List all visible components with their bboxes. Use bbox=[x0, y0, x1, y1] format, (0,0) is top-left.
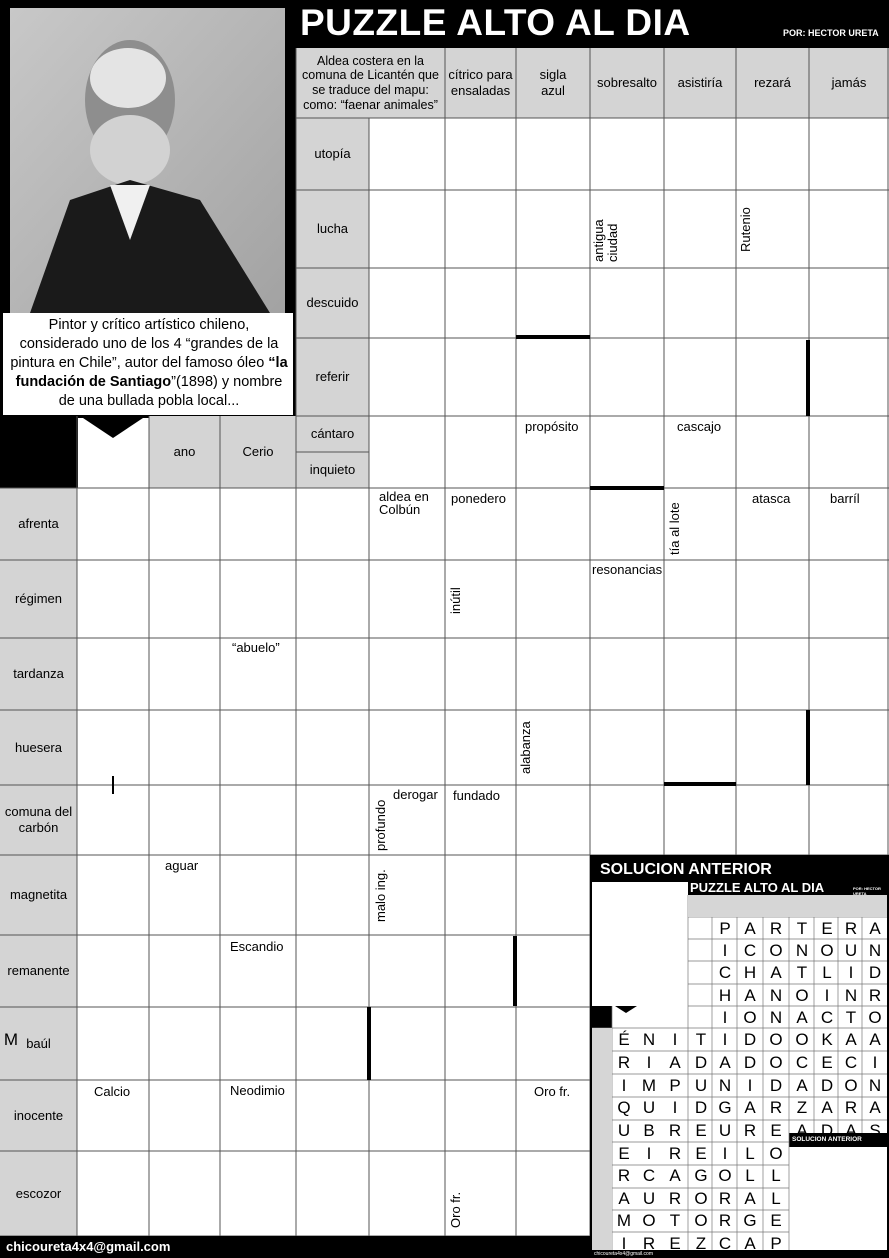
clue-row-magnetita: magnetita bbox=[9, 887, 68, 903]
solution-letter: D bbox=[694, 1098, 708, 1118]
solution-letter: G bbox=[694, 1166, 708, 1186]
clue-row-inocente: inocente bbox=[13, 1107, 64, 1123]
clue-inline-oro-2: Oro fr. bbox=[448, 1191, 463, 1228]
solution-letter: I bbox=[646, 1144, 652, 1163]
clue-inline-escandio: Escandio bbox=[230, 939, 284, 954]
solution-letter: I bbox=[722, 1030, 728, 1049]
solution-letter: C bbox=[820, 1007, 834, 1027]
solution-letter: U bbox=[844, 941, 858, 961]
solution-letter: I bbox=[621, 1075, 627, 1095]
solution-letter: O bbox=[769, 941, 783, 961]
solution-letter: E bbox=[770, 1121, 782, 1141]
solution-letter: C bbox=[743, 941, 757, 961]
clue-top-7: jamás bbox=[831, 75, 867, 91]
clue-inline-antigua-ciudad bbox=[592, 192, 619, 262]
solution-letter: C bbox=[642, 1166, 656, 1186]
solution-letter: S bbox=[869, 1121, 881, 1141]
solution-letter: H bbox=[743, 963, 757, 983]
solution-letter: A bbox=[869, 1098, 881, 1118]
solution-letter: A bbox=[845, 1030, 857, 1049]
clue-inline-atasca: atasca bbox=[752, 491, 791, 506]
solution-letter: O bbox=[795, 1030, 809, 1049]
solution-letter: O bbox=[844, 1075, 858, 1095]
solution-letter: A bbox=[744, 1233, 756, 1253]
solution-letter: I bbox=[722, 1007, 728, 1027]
solution-letter: O bbox=[743, 1007, 757, 1027]
clue-top-3: sigla azul bbox=[539, 67, 567, 98]
solution-letter: E bbox=[821, 919, 833, 938]
clue-inline-barril: barríl bbox=[830, 491, 860, 506]
solution-letter: L bbox=[771, 1166, 781, 1186]
solution-letter: I bbox=[621, 1233, 627, 1253]
solution-header: SOLUCION ANTERIOR bbox=[600, 861, 772, 878]
clue-row-lucha: lucha bbox=[316, 221, 349, 237]
clue-row-afrenta: afrenta bbox=[18, 516, 59, 532]
solution-letter: R bbox=[668, 1188, 682, 1208]
clue-top-6: rezará bbox=[754, 75, 791, 91]
clue-inline-aldea-colbun-text: aldea en Colbún bbox=[379, 489, 429, 517]
clue-row-huesera: huesera bbox=[15, 739, 62, 755]
clue-top-5: asistiría bbox=[677, 75, 723, 91]
solution-letter: Q bbox=[617, 1098, 631, 1118]
solution-letter: T bbox=[796, 919, 808, 938]
caption-text-post: ”(1898) y nombre de una bullada pobla local... bbox=[58, 374, 283, 409]
solution-letter: N bbox=[718, 1075, 732, 1095]
solution-letter: R bbox=[668, 1121, 682, 1141]
clue-top-4: sobresalto bbox=[597, 75, 657, 91]
solution-letter: D bbox=[820, 1075, 834, 1095]
solution-letter: I bbox=[672, 1098, 678, 1118]
solution-letter: T bbox=[695, 1030, 707, 1049]
solution-letter: T bbox=[845, 1007, 857, 1027]
solution-letter: K bbox=[821, 1030, 833, 1049]
solution-letter: R bbox=[769, 1098, 783, 1118]
solution-letter: A bbox=[821, 1098, 833, 1118]
solution-letter: I bbox=[646, 1052, 652, 1072]
clue-row-comuna-carbon: comuna del carbón bbox=[4, 804, 73, 835]
clue-inline-fundado: fundado bbox=[453, 788, 500, 803]
solution-letter: N bbox=[868, 1075, 882, 1095]
solution-letter: M bbox=[3, 1030, 19, 1049]
solution-letter: A bbox=[744, 919, 756, 938]
solution-letter: A bbox=[796, 1007, 808, 1027]
solution-mini-author: POR: HECTOR URETA bbox=[853, 886, 881, 896]
solution-letter: E bbox=[618, 1144, 630, 1163]
clue-col-ano: ano bbox=[173, 444, 196, 460]
clue-row-remanente: remanente bbox=[7, 963, 70, 979]
solution-letter: T bbox=[669, 1211, 681, 1231]
solution-letter: I bbox=[848, 963, 854, 983]
clue-inline-resonancias: resonancias bbox=[592, 562, 663, 577]
solution-letter: E bbox=[695, 1121, 707, 1141]
solution-letter: R bbox=[617, 1052, 631, 1072]
clue-row-regimen: régimen bbox=[15, 591, 62, 607]
solution-letter: O bbox=[642, 1211, 656, 1231]
solution-letter: A bbox=[744, 1098, 756, 1118]
solution-letter: U bbox=[642, 1098, 656, 1118]
clue-inline-proposito: propósito bbox=[525, 419, 579, 434]
solution-letter: R bbox=[718, 1188, 732, 1208]
solution-letter: C bbox=[795, 1052, 809, 1072]
solution-mini-title: PUZZLE ALTO AL DIA bbox=[690, 880, 825, 895]
caption-text-bold: “la fundación de Santiago bbox=[15, 355, 288, 390]
solution-letter: C bbox=[718, 1233, 732, 1253]
solution-letter: U bbox=[694, 1075, 708, 1095]
solution-letter: R bbox=[868, 985, 882, 1005]
clue-inline-malo-ing: malo ing. bbox=[373, 869, 388, 922]
clue-inline-alabanza: alabanza bbox=[518, 721, 533, 774]
solution-letter: C bbox=[718, 963, 732, 983]
clue-inline-profundo: profundo bbox=[373, 799, 388, 851]
solution-letter: U bbox=[718, 1121, 732, 1141]
clue-row-inquieto: inquieto bbox=[309, 462, 356, 478]
solution-letter: R bbox=[844, 1098, 858, 1118]
footer-email[interactable]: chicoureta4x4@gmail.com bbox=[6, 1239, 171, 1254]
clue-col-cerio: Cerio bbox=[242, 444, 274, 460]
clue-inline-antigua-ciudad-text: antigua ciudad bbox=[591, 219, 620, 262]
solution-letter: A bbox=[796, 1121, 808, 1141]
solution-letter: I bbox=[722, 941, 728, 961]
solution-letter: N bbox=[844, 985, 858, 1005]
solution-letter: L bbox=[745, 1166, 755, 1186]
solution-letter: R bbox=[844, 919, 858, 938]
solution-letter: N bbox=[642, 1030, 656, 1049]
solution-mini-email: chicoureta4x4@gmail.com bbox=[594, 1251, 653, 1257]
solution-letter: O bbox=[694, 1211, 708, 1231]
clue-inline-rutenio: Rutenio bbox=[738, 207, 753, 252]
solution-letter: A bbox=[719, 1052, 731, 1072]
solution-letter: D bbox=[868, 963, 882, 983]
solution-letter: M bbox=[641, 1075, 657, 1095]
clue-row-referir: referir bbox=[315, 369, 350, 385]
clue-inline-calcio: Calcio bbox=[94, 1084, 131, 1099]
solution-letter: R bbox=[718, 1211, 732, 1231]
solution-letter: P bbox=[719, 919, 731, 938]
author-credit: POR: HECTOR URETA bbox=[783, 28, 879, 38]
solution-letter: E bbox=[695, 1144, 707, 1163]
solution-letter: O bbox=[769, 1052, 783, 1072]
solution-letter: B bbox=[643, 1121, 655, 1141]
clue-inline-tia-lote: tía al lote bbox=[667, 502, 682, 555]
solution-letter: D bbox=[743, 1052, 757, 1072]
solution-letter: L bbox=[771, 1188, 781, 1208]
clue-inline-ponedero: ponedero bbox=[451, 491, 506, 506]
solution-letter: A bbox=[869, 1030, 881, 1049]
caption-text-pre: Pintor y crítico artístico chileno, considerado uno de los 4 “grandes de la pintura en Chile”, autor del famoso óleo bbox=[10, 317, 279, 371]
solution-letter: A bbox=[770, 963, 782, 983]
solution-letter: D bbox=[820, 1121, 834, 1141]
solution-letter: O bbox=[769, 1144, 783, 1163]
solution-letter: U bbox=[617, 1121, 631, 1141]
solution-letter: N bbox=[868, 941, 882, 961]
solution-letter: D bbox=[694, 1052, 708, 1072]
solution-letter: Z bbox=[796, 1098, 808, 1118]
clue-row-escozor: escozor bbox=[15, 1185, 62, 1201]
clue-inline-aguar: aguar bbox=[165, 858, 199, 873]
solution-letter: E bbox=[669, 1233, 681, 1253]
solution-letter: N bbox=[769, 1007, 783, 1027]
portrait-photo bbox=[10, 8, 285, 313]
solution-letter: R bbox=[743, 1121, 757, 1141]
solution-letter: P bbox=[669, 1075, 681, 1095]
solution-letter: I bbox=[672, 1030, 678, 1049]
clue-row-descuido: descuido bbox=[306, 295, 359, 311]
solution-letter: O bbox=[694, 1188, 708, 1208]
solution-letter: M bbox=[616, 1211, 632, 1231]
solution-letter: T bbox=[796, 963, 808, 983]
solution-letter: G bbox=[743, 1211, 757, 1231]
solution-letter: N bbox=[795, 941, 809, 961]
clue-inline-derogar: derogar bbox=[393, 787, 438, 802]
solution-letter: G bbox=[718, 1098, 732, 1118]
clue-row-tardanza: tardanza bbox=[13, 666, 64, 682]
solution-letter: O bbox=[769, 1030, 783, 1049]
clue-inline-neodimio: Neodimio bbox=[230, 1083, 285, 1098]
solution-letter: A bbox=[845, 1121, 857, 1141]
solution-letter: O bbox=[718, 1166, 732, 1186]
solution-letter: R bbox=[617, 1166, 631, 1186]
clue-inline-aldea-colbun bbox=[379, 490, 443, 516]
clue-inline-oro-1: Oro fr. bbox=[534, 1084, 571, 1099]
solution-mini-label: SOLUCION ANTERIOR bbox=[792, 1136, 862, 1143]
clue-inline-cascajo: cascajo bbox=[677, 419, 722, 434]
solution-letter: A bbox=[618, 1188, 630, 1208]
solution-letter: H bbox=[718, 985, 732, 1005]
clue-inline-abuelo: “abuelo” bbox=[232, 640, 280, 655]
solution-letter: P bbox=[770, 1233, 782, 1253]
clue-inline-inutil: inútil bbox=[448, 587, 463, 614]
solution-letter: É bbox=[618, 1030, 630, 1049]
solution-letter: R bbox=[668, 1144, 682, 1163]
solution-letter: Z bbox=[695, 1233, 707, 1253]
solution-letter: O bbox=[820, 941, 834, 961]
solution-letter: I bbox=[872, 1052, 878, 1072]
solution-letter: E bbox=[821, 1052, 833, 1072]
solution-letter: D bbox=[769, 1075, 783, 1095]
solution-letter: I bbox=[824, 985, 830, 1005]
puzzle-title: PUZZLE ALTO AL DIA bbox=[300, 2, 691, 43]
clue-top-2: cítrico para ensaladas bbox=[448, 67, 513, 98]
clue-top-1: Aldea costera en la comuna de Licantén que se traduce del mapu: como: “faenar animales” bbox=[302, 53, 439, 112]
solution-letter: I bbox=[747, 1075, 753, 1095]
solution-letter: A bbox=[669, 1052, 681, 1072]
solution-letter: N bbox=[769, 985, 783, 1005]
solution-letter: C bbox=[844, 1052, 858, 1072]
solution-letter: R bbox=[642, 1233, 656, 1253]
solution-letter: L bbox=[822, 963, 832, 983]
solution-letter: A bbox=[744, 1188, 756, 1208]
solution-letter: A bbox=[669, 1166, 681, 1186]
solution-letter: A bbox=[869, 919, 881, 938]
solution-letter: O bbox=[868, 1007, 882, 1027]
clue-row-cantaro: cántaro bbox=[310, 426, 355, 442]
portrait-caption bbox=[8, 316, 290, 411]
clue-row-utopia: utopía bbox=[314, 146, 351, 162]
solution-letter: L bbox=[745, 1144, 755, 1163]
solution-letter: R bbox=[769, 919, 783, 938]
solution-letter: A bbox=[796, 1075, 808, 1095]
clue-row-baul: baúl bbox=[26, 1035, 51, 1051]
solution-letter: U bbox=[642, 1188, 656, 1208]
solution-letter: O bbox=[795, 985, 809, 1005]
solution-letter: I bbox=[722, 1144, 728, 1163]
solution-letter: A bbox=[744, 985, 756, 1005]
solution-letter: D bbox=[743, 1030, 757, 1049]
solution-letter: E bbox=[770, 1211, 782, 1231]
